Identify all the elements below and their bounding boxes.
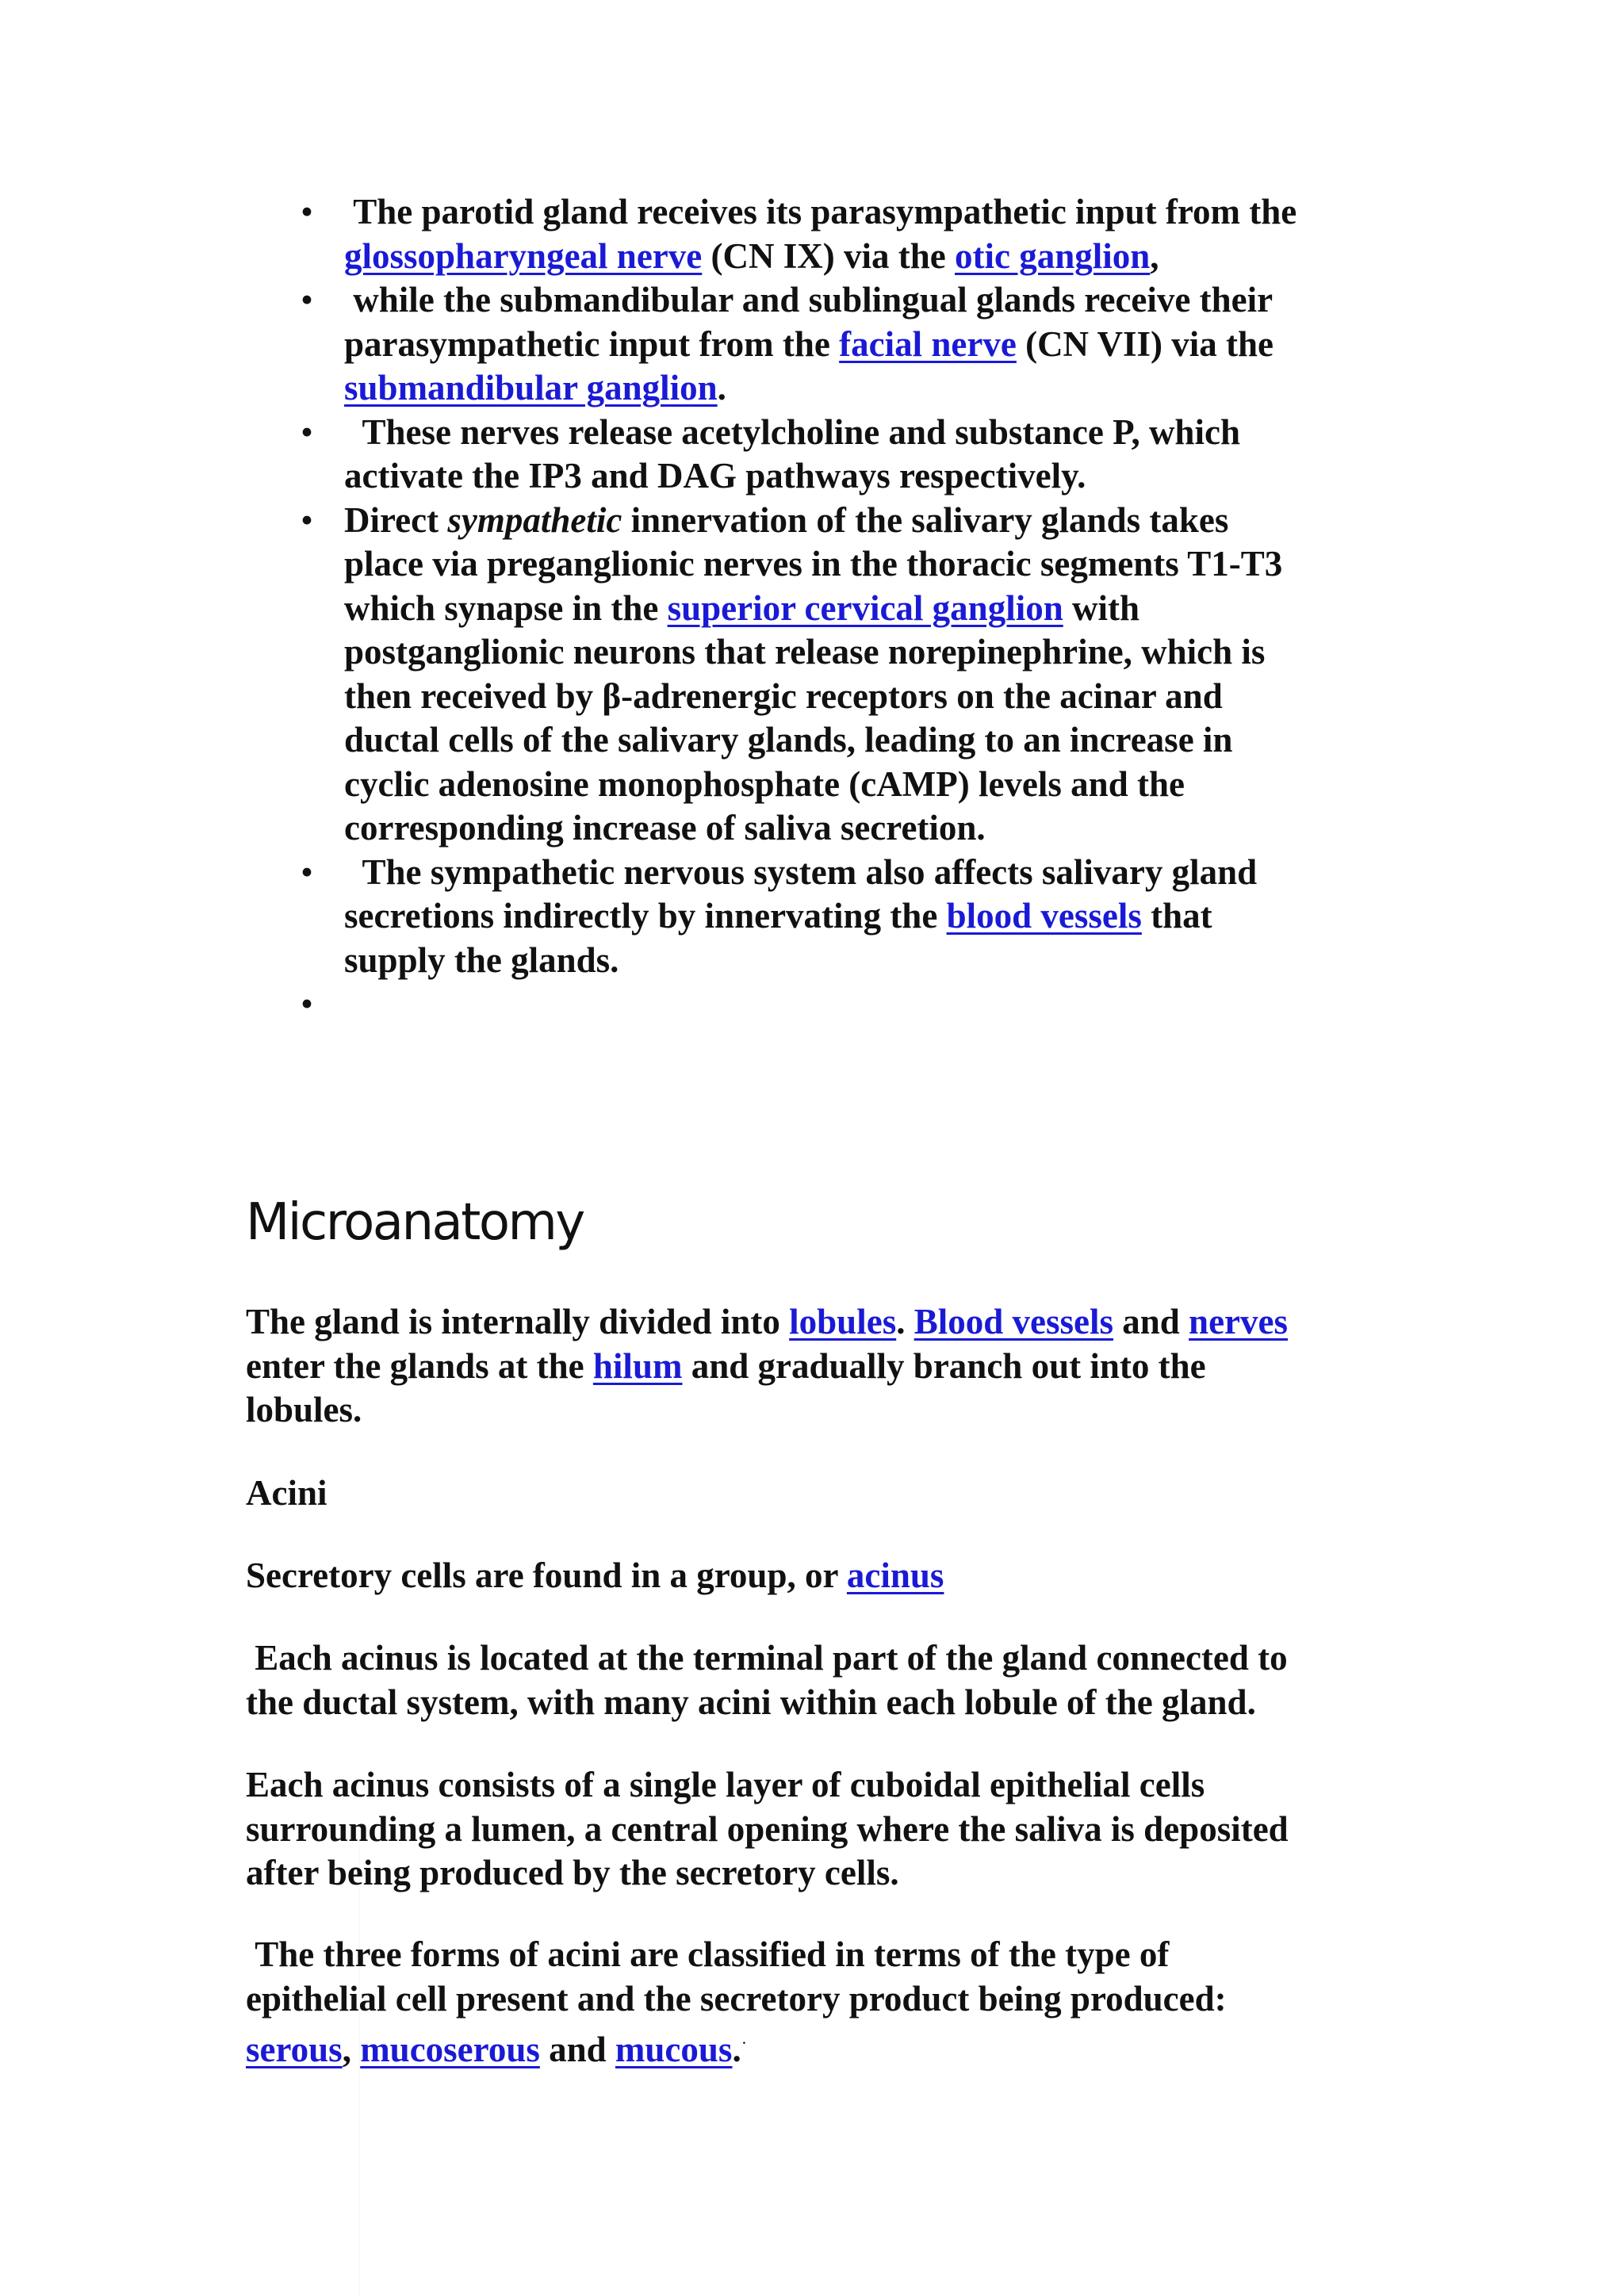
list-item: • while the submandibular and sublingual glands receive their parasympathetic input from the facial nerve (CN VII) via the submandibular ganglion. [295, 278, 1389, 411]
bullet-marker: • [301, 984, 313, 1024]
paragraph-acinus-location: Each acinus is located at the terminal part of the gland connected to the ductal system, with many acini within each lobule of the gland. [246, 1638, 1288, 1722]
paragraph-acini-forms: The three forms of acini are classified in terms of the type of epithelial cell present and the secretory product being produced: serous, mucoserous and mucous.· [246, 1934, 1227, 2069]
paragraph-secretory-cells: Secretory cells are found in a group, or acinus [246, 1556, 944, 1595]
submandibular-ganglion-link[interactable]: submandibular ganglion [344, 368, 718, 408]
mucoserous-link[interactable]: mucoserous [360, 2030, 540, 2069]
section-heading-microanatomy: Microanatomy [246, 1193, 584, 1252]
otic-ganglion-link[interactable]: otic ganglion [954, 235, 1151, 276]
facial-nerve-link[interactable]: facial nerve [839, 323, 1017, 364]
list-item: • Direct sympathetic innervation of the salivary glands takes place via preganglionic nerves in the thoracic segments T1-T3 which synapse in the superior cervical ganglion with postganglionic neurons that release norepinephrine, which is then received by β-adrenergic receptors on the acinar and ductal cells of the salivary glands, leading to an increase in cyclic adenosine monophosphate (cAMP) levels and the corresponding increase of saliva secretion. [295, 499, 1389, 851]
glossopharyngeal-nerve-link[interactable]: glossopharyngeal nerve [344, 235, 703, 276]
bullet-marker: • [301, 499, 313, 540]
acinus-link[interactable]: acinus [846, 1556, 944, 1595]
trailing-mark: · [741, 2033, 748, 2053]
list-item: • The sympathetic nervous system also affects salivary gland secretions indirectly by innervating the blood vessels that supply the glands. [295, 851, 1389, 983]
bullet-marker: • [301, 851, 313, 892]
blood-vessels-link-2[interactable]: Blood vessels [914, 1302, 1113, 1341]
serous-link[interactable]: serous [246, 2030, 343, 2069]
blood-vessels-link[interactable]: blood vessels [946, 896, 1142, 936]
superior-cervical-ganglion-link[interactable]: superior cervical ganglion [667, 587, 1063, 628]
bullet-marker: • [301, 411, 313, 452]
sympathetic-italic: sympathetic [447, 499, 622, 540]
paragraph-acinus-structure: Each acinus consists of a single layer of cuboidal epithelial cells surrounding a lumen, a central opening where the saliva is deposited after being produced by the secretory cells. [246, 1765, 1289, 1892]
subheading-acini: Acini [246, 1473, 327, 1513]
list-item: • The parotid gland receives its parasympathetic input from the glossopharyngeal nerve (CN IX) via the otic ganglion, [295, 190, 1389, 278]
nerves-link[interactable]: nerves [1189, 1302, 1289, 1341]
empty-list-item [295, 982, 1389, 1028]
innervation-bullet-list [295, 190, 1389, 1028]
list-item: • These nerves release acetylcholine and substance P, which activate the IP3 and DAG pathways respectively. [295, 411, 1389, 499]
lobules-link[interactable]: lobules [789, 1302, 897, 1341]
bullet-marker: • [301, 280, 313, 320]
paragraph-lobules: The gland is internally divided into lobules. Blood vessels and nerves enter the glands at the hilum and gradually branch out into the lobules. [246, 1302, 1289, 1429]
hilum-link[interactable]: hilum [592, 1345, 683, 1386]
mucous-link[interactable]: mucous [615, 2030, 733, 2069]
bullet-marker: • [301, 192, 313, 232]
